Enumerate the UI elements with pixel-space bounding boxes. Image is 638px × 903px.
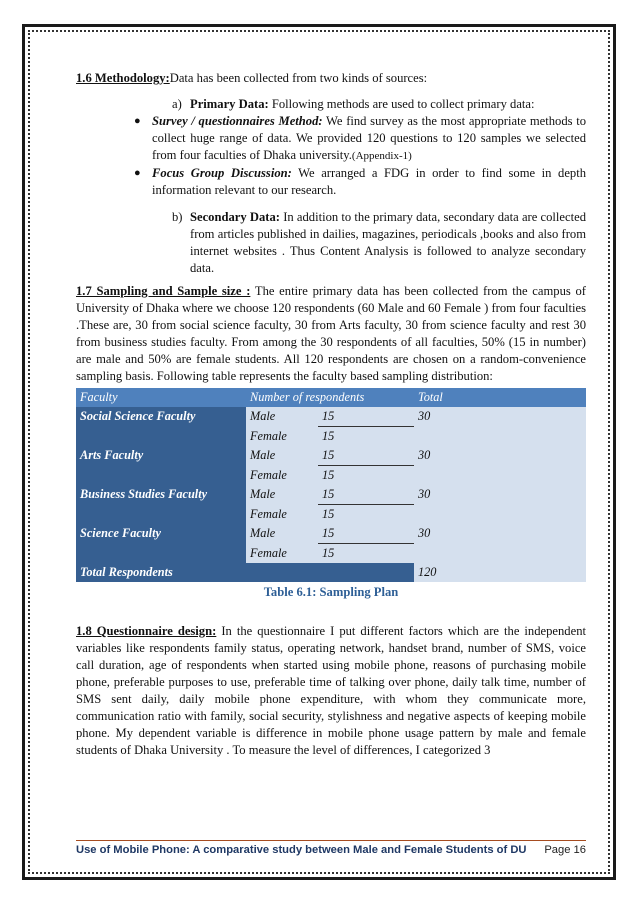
table-row <box>76 446 586 466</box>
table-total-row <box>76 563 586 582</box>
sampling-paragraph <box>76 283 586 385</box>
sampling-table <box>76 388 586 582</box>
questionnaire-paragraph <box>76 623 586 759</box>
questionnaire-heading: 1.8 Questionnaire design: <box>76 624 217 638</box>
table-row <box>76 524 586 544</box>
questionnaire-text: In the questionnaire I put different factors which are the independent variables like respondents family status, operating network, handset brand, number of SMS, voice call duration, age of respondents when started using mobile phone, reasons of purchasing mobile phone, preferable purposes to use, preferable time of talking over phone, daily talk time, number of SMS sent daily, daily mobile phone expenditure, with whom they communicate more, communication ratio with family, social security, stylishness and negative aspects of keeping mobile phone. My dependent variable is difference in mobile phone usage pattern by male and female students of Dhaka University . To measure the level of differences, I categorized 3 <box>76 624 586 757</box>
secondary-title: Secondary Data: <box>190 210 280 224</box>
methodology-heading: 1.6 Methodology: <box>76 71 170 85</box>
gender-cell: Male <box>246 446 318 466</box>
bullet-dot-icon: ● <box>134 115 141 127</box>
bullet-dot-icon: ● <box>134 167 141 179</box>
count-cell: 15 <box>318 446 414 466</box>
bullet-focus-group <box>76 165 586 199</box>
total-respondents-label: Total Respondents <box>76 563 414 582</box>
primary-title: Primary Data: <box>190 97 269 111</box>
page-number: Page 16 <box>544 844 586 856</box>
header-respondents: Number of respondents <box>246 388 414 407</box>
gender-cell: Female <box>246 505 318 525</box>
sampling-heading: 1.7 Sampling and Sample size : <box>76 284 251 298</box>
count-cell: 15 <box>318 544 414 564</box>
focus-group-title: Focus Group Discussion: <box>152 166 292 180</box>
bullet-survey <box>76 113 586 165</box>
count-cell: 15 <box>318 505 414 525</box>
gender-cell: Female <box>246 544 318 564</box>
sampling-text: The entire primary data has been collected from the campus of University of Dhaka where we choose 120 respondents (60 Male and 60 Female ) from four faculties .These are, 30 from social science faculty, 30 from Arts faculty, 30 from science faculty and rest 30 from business studies faculty. From among the 30 respondents of all faculties, 50% (15 in number) are male and 50% are female students. All 120 respondents are chosen on a random-convenience sampling basis. Following table represents the faculty based sampling distribution: <box>76 284 586 383</box>
total-cell: 30 <box>414 524 586 563</box>
count-cell: 15 <box>318 427 414 447</box>
gender-cell: Female <box>246 466 318 486</box>
primary-data-item <box>76 96 586 113</box>
secondary-data-item <box>76 209 586 277</box>
header-total: Total <box>414 388 586 407</box>
survey-appendix-note: (Appendix-1) <box>351 150 412 162</box>
page-footer <box>76 840 586 856</box>
primary-text: Following methods are used to collect primary data: <box>268 97 535 111</box>
document-body <box>76 70 586 759</box>
primary-label: a) <box>172 97 182 111</box>
header-faculty: Faculty <box>76 388 246 407</box>
gender-cell: Male <box>246 524 318 544</box>
total-cell: 30 <box>414 446 586 485</box>
methodology-intro: Data has been collected from two kinds of sources: <box>169 71 428 85</box>
table-caption: Table 6.1: Sampling Plan <box>263 585 399 599</box>
survey-title: Survey / questionnaires Method: <box>152 114 323 128</box>
secondary-label: b) <box>172 210 183 224</box>
total-cell: 30 <box>414 485 586 524</box>
methodology-paragraph <box>76 70 586 87</box>
survey-text: We find survey as the most appropriate methods to collect huge range of data. We provided 120 questions to 120 samples we selected from four faculties of Dhaka university. <box>152 114 587 162</box>
gender-cell: Male <box>246 485 318 505</box>
table-row <box>76 407 586 427</box>
table-row <box>76 485 586 505</box>
total-respondents-value: 120 <box>414 563 586 582</box>
secondary-text: In addition to the primary data, secondary data are collected from articles published in dailies, magazines, periodicals ,books and also from internet websites . Thus Content Analysis is followed to analyze secondary data. <box>190 210 586 275</box>
faculty-cell: Science Faculty <box>76 524 246 563</box>
count-cell: 15 <box>318 407 414 427</box>
faculty-cell: Arts Faculty <box>76 446 246 485</box>
gender-cell: Female <box>246 427 318 447</box>
faculty-cell: Business Studies Faculty <box>76 485 246 524</box>
count-cell: 15 <box>318 485 414 505</box>
faculty-cell: Social Science Faculty <box>76 407 246 446</box>
footer-title: Use of Mobile Phone: A comparative study between Male and Female Students of DU <box>76 844 527 856</box>
gender-cell: Male <box>246 407 318 427</box>
count-cell: 15 <box>318 524 414 544</box>
count-cell: 15 <box>318 466 414 486</box>
focus-group-text: We arranged a FDG in order to find some in depth information relevant to our research. <box>152 166 587 197</box>
total-cell: 30 <box>414 407 586 446</box>
table-header-row <box>76 388 586 407</box>
